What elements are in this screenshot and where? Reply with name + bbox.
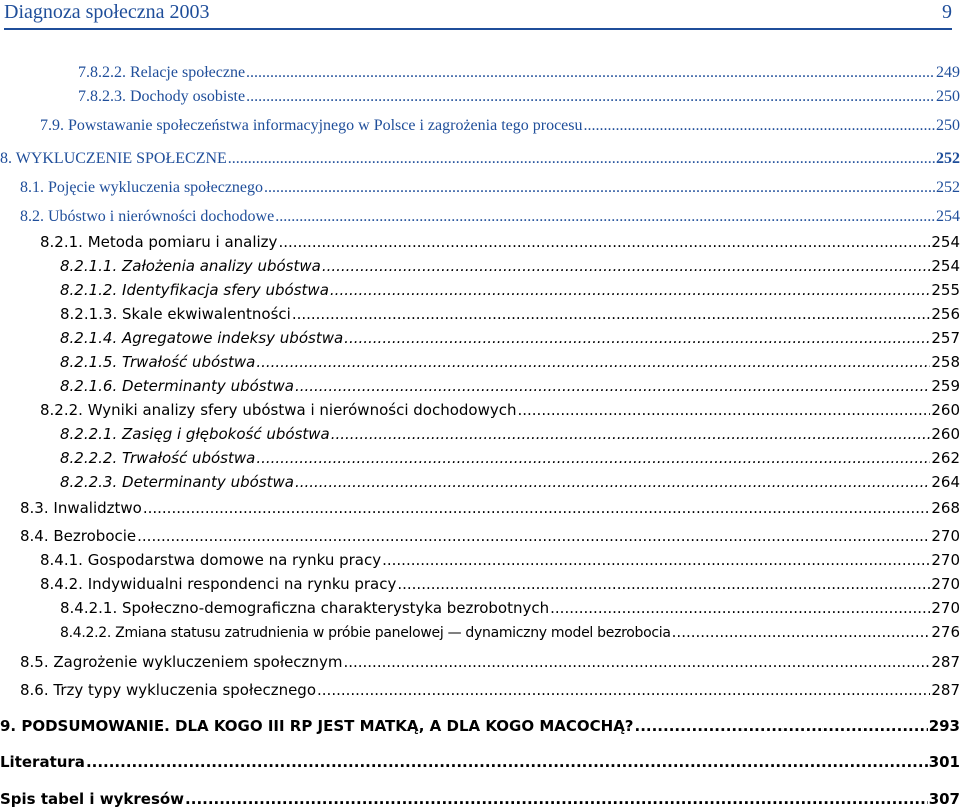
toc-leader-dots: [246, 85, 935, 109]
toc-entry-page: 301: [928, 753, 960, 771]
toc-entry-label: 8.2.1.6. Determinanty ubóstwa: [60, 377, 294, 395]
toc-entry-page: 254: [931, 233, 960, 251]
toc-leader-dots: [382, 548, 930, 572]
toc-entry[interactable]: [60, 374, 960, 398]
toc-entry[interactable]: [20, 205, 960, 229]
toc-leader-dots: [331, 422, 931, 446]
toc-entry[interactable]: [60, 422, 960, 446]
toc-leader-dots: [256, 350, 930, 374]
toc-entry-page: 293: [928, 717, 960, 735]
toc-entry-label: 7.9. Powstawanie społeczeństwa informacyjnego w Polsce i zagrożenia tego procesu: [40, 117, 583, 134]
toc-entry[interactable]: [0, 750, 960, 774]
toc-entry-label: 8.5. Zagrożenie wykluczeniem społecznym: [20, 653, 343, 671]
toc-entry-page: 262: [931, 449, 960, 467]
toc-leader-dots: [317, 678, 930, 702]
toc-entry-label: 8.4.2.1. Społeczno-demograficzna charakterystyka bezrobotnych: [60, 599, 550, 617]
toc-entry-page: 270: [931, 527, 960, 545]
toc-leader-dots: [246, 61, 935, 85]
toc-entry-label: 8.2.1.1. Założenia analizy ubóstwa: [60, 257, 321, 275]
toc-leader-dots: [295, 374, 930, 398]
toc-entry[interactable]: [40, 548, 960, 572]
toc-entry[interactable]: [20, 496, 960, 520]
toc-entry[interactable]: [20, 524, 960, 548]
toc-leader-dots: [330, 278, 930, 302]
toc-entry-label: 8.1. Pojęcie wykluczenia społecznego: [20, 179, 264, 196]
toc-leader-dots: [550, 596, 930, 620]
toc-entry-page: 252: [936, 179, 960, 196]
toc-entry[interactable]: [40, 398, 960, 422]
toc-entry-page: 249: [936, 64, 960, 81]
toc-entry[interactable]: [60, 254, 960, 278]
toc-entry-label: 8.4.1. Gospodarstwa domowe na rynku pracy: [40, 551, 382, 569]
toc-entry-page: 270: [931, 551, 960, 569]
toc-entry-label: 8.2.2.3. Determinanty ubóstwa: [60, 473, 294, 491]
toc-entry[interactable]: [60, 350, 960, 374]
toc-entry-label: 7.8.2.2. Relacje społeczne: [78, 64, 246, 81]
toc-leader-dots: [344, 326, 930, 350]
toc-entry-page: 287: [931, 653, 960, 671]
toc-leader-dots: [264, 176, 935, 200]
toc-entry-label: 8.2.2.1. Zasięg i głębokość ubóstwa: [60, 425, 330, 443]
toc-entry-page: 250: [936, 88, 960, 105]
toc-entry[interactable]: [60, 302, 960, 326]
toc-entry-page: 260: [931, 425, 960, 443]
toc-entry-page: 258: [931, 353, 960, 371]
toc-entry-label: Spis tabel i wykresów: [0, 790, 185, 808]
toc-entry[interactable]: [78, 61, 960, 85]
toc-entry-label: 8.4.2.2. Zmiana statusu zatrudnienia w próbie panelowej — dynamiczny model bezrobocia: [60, 625, 671, 641]
toc-entry[interactable]: [20, 650, 960, 674]
toc-entry[interactable]: [20, 176, 960, 200]
toc-entry-label: Literatura: [0, 753, 85, 771]
toc-entry[interactable]: [60, 620, 960, 644]
toc-leader-dots: [584, 114, 936, 138]
toc-entry-label: 8.2.1.2. Identyfikacja sfery ubóstwa: [60, 281, 329, 299]
toc-leader-dots: [143, 496, 931, 520]
toc-entry[interactable]: [60, 470, 960, 494]
toc-entry[interactable]: [40, 114, 960, 138]
toc-entry-label: 8.2.1.4. Agregatowe indeksy ubóstwa: [60, 329, 344, 347]
toc-entry[interactable]: [40, 230, 960, 254]
toc-leader-dots: [635, 714, 928, 738]
toc-leader-dots: [185, 787, 928, 811]
toc-entry-page: 254: [936, 208, 960, 225]
toc-leader-dots: [275, 205, 935, 229]
toc-entry[interactable]: [20, 678, 960, 702]
toc-leader-dots: [672, 620, 931, 644]
toc-entry-label: 8.2. Ubóstwo i nierówności dochodowe: [20, 208, 275, 225]
toc-entry[interactable]: [60, 326, 960, 350]
toc-leader-dots: [292, 302, 931, 326]
toc-entry-label: 8.2.1.5. Trwałość ubóstwa: [60, 353, 256, 371]
toc-entry[interactable]: [0, 787, 960, 811]
toc-entry[interactable]: [60, 446, 960, 470]
toc-entry[interactable]: [40, 572, 960, 596]
toc-entry-label: 8.2.2.2. Trwałość ubóstwa: [60, 449, 256, 467]
document-title: Diagnoza społeczna 2003: [4, 1, 210, 23]
toc-entry[interactable]: [0, 714, 960, 738]
toc-entry-label: 8.4. Bezrobocie: [20, 527, 137, 545]
toc-entry-label: 8.2.2. Wyniki analizy sfery ubóstwa i nierówności dochodowych: [40, 401, 517, 419]
toc-entry-page: 252: [936, 150, 960, 167]
toc-leader-dots: [343, 650, 930, 674]
toc-entry-page: 260: [931, 401, 960, 419]
toc-entry-label: 8. WYKLUCZENIE SPOŁECZNE: [0, 150, 227, 167]
toc-entry-label: 8.2.1.3. Skale ekwiwalentności: [60, 305, 291, 323]
toc-entry-page: 268: [931, 499, 960, 517]
toc-leader-dots: [397, 572, 930, 596]
toc-entry-page: 259: [931, 377, 960, 395]
toc-entry-label: 8.6. Trzy typy wykluczenia społecznego: [20, 681, 317, 699]
toc-leader-dots: [256, 446, 930, 470]
toc-entry-page: 254: [931, 257, 960, 275]
header-page-number: 9: [942, 1, 952, 23]
toc-entry-label: 9. PODSUMOWANIE. DLA KOGO III RP JEST MATKĄ, A DLA KOGO MACOCHĄ?: [0, 717, 634, 735]
toc-entry-page: 287: [931, 681, 960, 699]
toc-entry-page: 270: [931, 575, 960, 593]
toc-entry-page: 270: [931, 599, 960, 617]
toc-entry-label: 8.3. Inwalidztwo: [20, 499, 142, 517]
toc-entry-page: 256: [931, 305, 960, 323]
toc-entry[interactable]: [78, 85, 960, 109]
toc-entry-page: 307: [928, 790, 960, 808]
toc-entry-label: 7.8.2.3. Dochody osobiste: [78, 88, 246, 105]
toc-leader-dots: [137, 524, 930, 548]
toc-entry-page: 255: [931, 281, 960, 299]
toc-entry-page: 257: [931, 329, 960, 347]
toc-leader-dots: [86, 750, 928, 774]
toc-leader-dots: [228, 147, 935, 171]
toc-entry-page: 264: [931, 473, 960, 491]
toc-entry[interactable]: [0, 147, 960, 171]
toc-entry[interactable]: [60, 596, 960, 620]
toc-entry[interactable]: [60, 278, 960, 302]
toc-leader-dots: [278, 230, 930, 254]
toc-entry-label: 8.4.2. Indywidualni respondenci na rynku pracy: [40, 575, 397, 593]
toc-entry-page: 250: [936, 117, 960, 134]
toc-leader-dots: [295, 470, 930, 494]
toc-leader-dots: [517, 398, 930, 422]
toc-leader-dots: [322, 254, 931, 278]
toc-entry-page: 276: [931, 623, 960, 641]
toc-entry-label: 8.2.1. Metoda pomiaru i analizy: [40, 233, 278, 251]
